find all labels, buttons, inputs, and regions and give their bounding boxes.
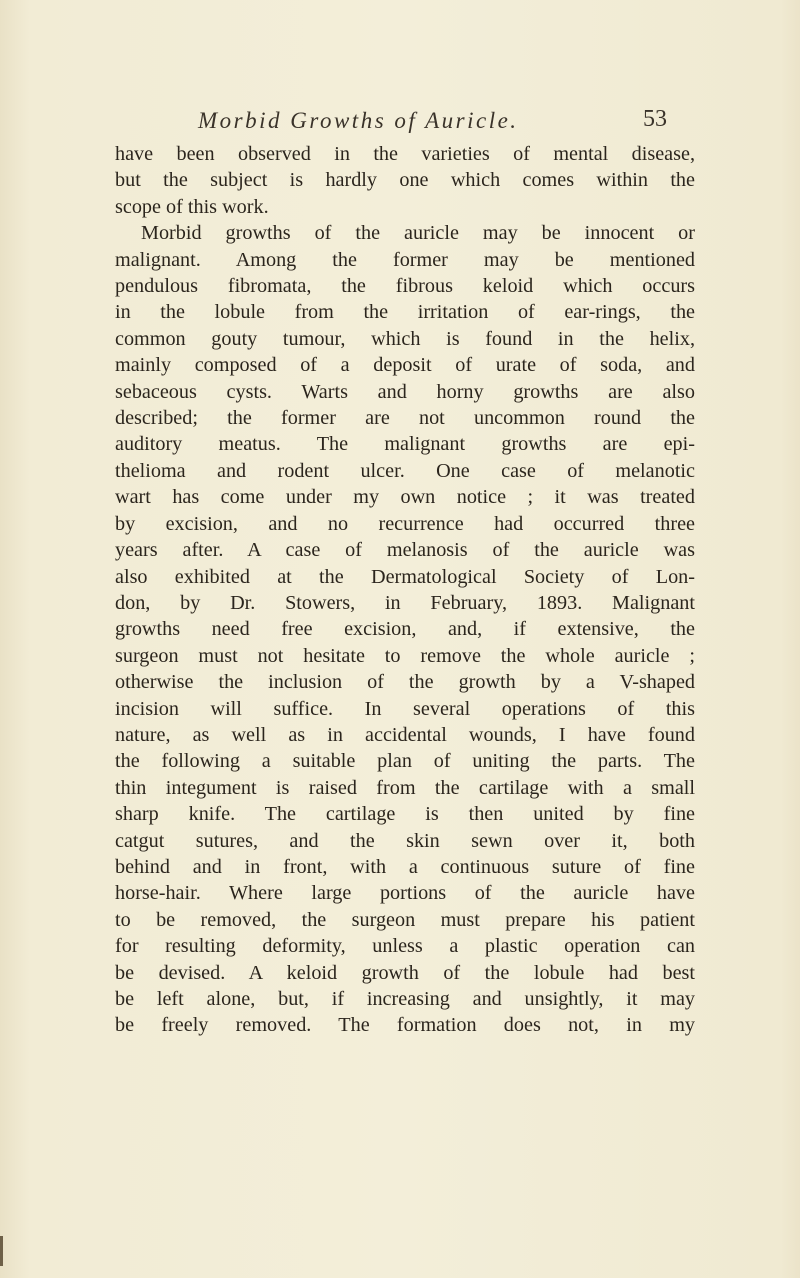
text-line: auditory meatus. The malignant growths are epi- xyxy=(115,433,695,456)
text-line: also exhibited at the Dermatological Society of Lon- xyxy=(115,565,695,588)
text-line: don, by Dr. Stowers, in February, 1893. Malignant xyxy=(115,591,695,614)
text-line: horse-hair. Where large portions of the auricle have xyxy=(115,882,695,905)
text-line: be freely removed. The formation does not, in my xyxy=(115,1014,695,1037)
text-line: in the lobule from the irritation of ear-rings, the xyxy=(115,301,695,324)
text-line: but the subject is hardly one which comes within the xyxy=(115,169,695,192)
text-line: growths need free excision, and, if extensive, the xyxy=(115,618,695,641)
text-line: described; the former are not uncommon round the xyxy=(115,407,695,430)
text-line: common gouty tumour, which is found in the helix, xyxy=(115,327,695,350)
page-edge-mark xyxy=(0,1236,3,1266)
text-line: malignant. Among the former may be mentioned xyxy=(115,248,695,271)
text-line: have been observed in the varieties of mental disease, xyxy=(115,143,695,165)
text-line: be devised. A keloid growth of the lobule had best xyxy=(115,961,695,984)
text-line: catgut sutures, and the skin sewn over it, both xyxy=(115,829,695,852)
text-line: wart has come under my own notice ; it was treated xyxy=(115,486,695,509)
text-line: mainly composed of a deposit of urate of soda, and xyxy=(115,354,695,377)
text-line: years after. A case of melanosis of the auricle was xyxy=(115,539,695,562)
text-line: for resulting deformity, unless a plastic operation can xyxy=(115,935,695,958)
text-line: by excision, and no recurrence had occurred three xyxy=(115,512,695,535)
text-line: be left alone, but, if increasing and unsightly, it may xyxy=(115,988,695,1010)
text-line: the following a suitable plan of uniting the parts. The xyxy=(115,750,695,773)
text-line: incision will suffice. In several operations of this xyxy=(115,697,695,720)
text-line: sharp knife. The cartilage is then united by fine xyxy=(115,803,695,826)
text-line: nature, as well as in accidental wounds, I have found xyxy=(115,723,695,746)
text-line: sebaceous cysts. Warts and horny growths are also xyxy=(115,380,695,403)
text-line: to be removed, the surgeon must prepare his patient xyxy=(115,908,695,931)
text-line: thin integument is raised from the cartilage with a small xyxy=(115,776,695,799)
text-line: thelioma and rodent ulcer. One case of melanotic xyxy=(115,459,695,482)
text-line: behind and in front, with a continuous suture of fine xyxy=(115,855,695,878)
text-line: otherwise the inclusion of the growth by a V-shaped xyxy=(115,671,695,694)
page-number: 53 xyxy=(643,106,667,132)
text-line: Morbid growths of the auricle may be innocent or xyxy=(141,222,695,245)
text-line: scope of this work. xyxy=(115,195,269,218)
body-text xyxy=(115,141,695,1039)
text-line: pendulous fibromata, the fibrous keloid which occurs xyxy=(115,275,695,298)
running-head: Morbid Growths of Auricle. xyxy=(198,108,519,133)
text-line: surgeon must not hesitate to remove the whole auricle ; xyxy=(115,644,695,667)
